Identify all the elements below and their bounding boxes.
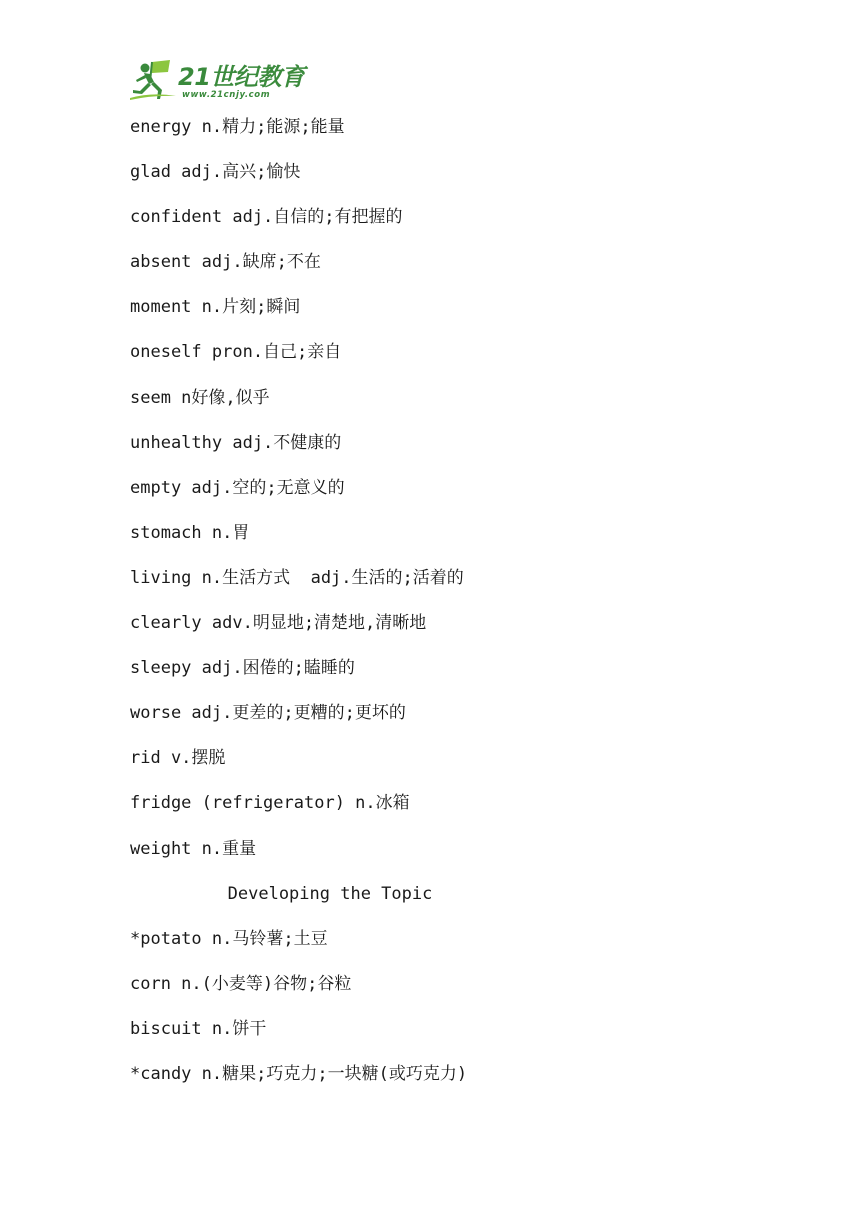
runner-logo-icon: [130, 58, 178, 104]
logo-name: 21世纪教育: [178, 63, 305, 91]
vocab-entry: absent adj.缺席;不在: [130, 252, 321, 273]
vocab-entry: worse adj.更差的;更糟的;更坏的: [130, 703, 406, 724]
vocab-entry: empty adj.空的;无意义的: [130, 477, 345, 498]
vocab-entry: living n.生活方式 adj.生活的;活着的: [130, 567, 464, 588]
vocab-entry: confident adj.自信的;有把握的: [130, 207, 403, 228]
logo-url: www.21cnjy.com: [182, 90, 271, 100]
vocab-entry: oneself pron.自己;亲自: [130, 342, 342, 363]
vocab-entry: clearly adv.明显地;清楚地,清晰地: [130, 613, 427, 634]
section-heading: Developing the Topic: [227, 883, 433, 904]
vocab-entry: sleepy adj.困倦的;瞌睡的: [130, 658, 355, 679]
vocab-entry: corn n.(小麦等)谷物;谷粒: [130, 973, 352, 994]
vocab-entry: rid v.摆脱: [130, 748, 226, 769]
vocab-entry: *candy n.糖果;巧克力;一块糖(或巧克力): [130, 1063, 468, 1084]
vocab-entry: unhealthy adj.不健康的: [130, 432, 342, 453]
vocab-entry: stomach n.胃: [130, 522, 250, 543]
vocab-entry: biscuit n.饼干: [130, 1018, 267, 1039]
vocab-entry: weight n.重量: [130, 838, 257, 859]
vocab-entry: fridge (refrigerator) n.冰箱: [130, 793, 410, 814]
site-logo: [130, 58, 305, 104]
vocab-entry: energy n.精力;能源;能量: [130, 117, 345, 137]
vocab-entry: glad adj.高兴;愉快: [130, 162, 301, 183]
vocab-entry: moment n.片刻;瞬间: [130, 297, 301, 318]
vocabulary-list: [130, 112, 730, 1104]
vocab-entry: seem n好像,似乎: [130, 387, 270, 408]
vocab-entry: *potato n.马铃薯;土豆: [130, 928, 328, 949]
